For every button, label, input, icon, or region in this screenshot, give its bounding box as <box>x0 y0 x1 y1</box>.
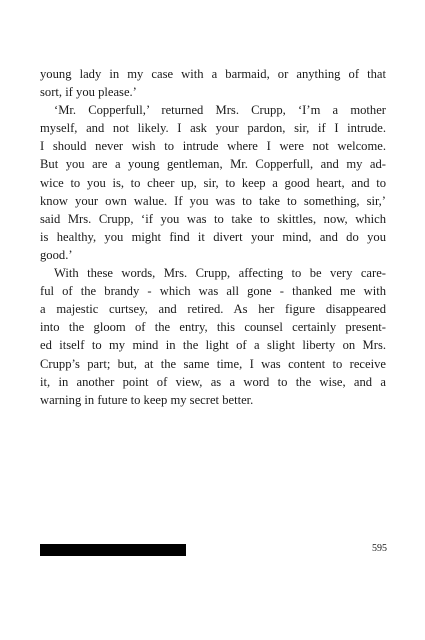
text-line: wice to you is, to cheer up, sir, to keep a good heart, and to <box>40 175 386 190</box>
text-line: sort, if you please.’ <box>40 85 137 100</box>
body-text <box>40 65 386 409</box>
text-line: know your own walue. If you was to take to something, sir,’ <box>40 193 386 208</box>
text-line: But you are a young gentleman, Mr. Copperfull, and my ad- <box>40 157 386 172</box>
text-line: young lady in my case with a barmaid, or anything of that <box>40 67 386 81</box>
text-line: is healthy, you might find it divert your mind, and do you <box>40 229 386 244</box>
text-line: Crupp’s part; but, at the same time, I was content to receive <box>40 356 386 371</box>
text-line: it, in another point of view, as a word to the wise, and a <box>40 374 386 389</box>
text-line: With these words, Mrs. Crupp, affecting to be very care- <box>54 266 386 281</box>
text-line: warning in future to keep my secret better. <box>40 392 254 407</box>
text-line: myself, and not likely. I ask your pardon, sir, if I intrude. <box>40 121 386 136</box>
text-line: ed itself to my mind in the light of a slight liberty on Mrs. <box>40 338 386 353</box>
text-line: good.’ <box>40 247 73 262</box>
page-number: 595 <box>372 543 387 554</box>
text-line: a majestic curtsey, and retired. As her figure disappeared <box>40 302 386 317</box>
text-line: ful of the brandy - which was all gone - thanked me with <box>40 284 386 299</box>
text-line: said Mrs. Crupp, ‘if you was to take to skittles, now, which <box>40 211 386 226</box>
text-line: I should never wish to intrude where I were not welcome. <box>40 139 386 154</box>
text-line: into the gloom of the entry, this counsel certainly present- <box>40 320 386 335</box>
redaction-bar <box>40 544 186 556</box>
text-line: ‘Mr. Copperfull,’ returned Mrs. Crupp, ‘I’m a mother <box>54 103 386 118</box>
